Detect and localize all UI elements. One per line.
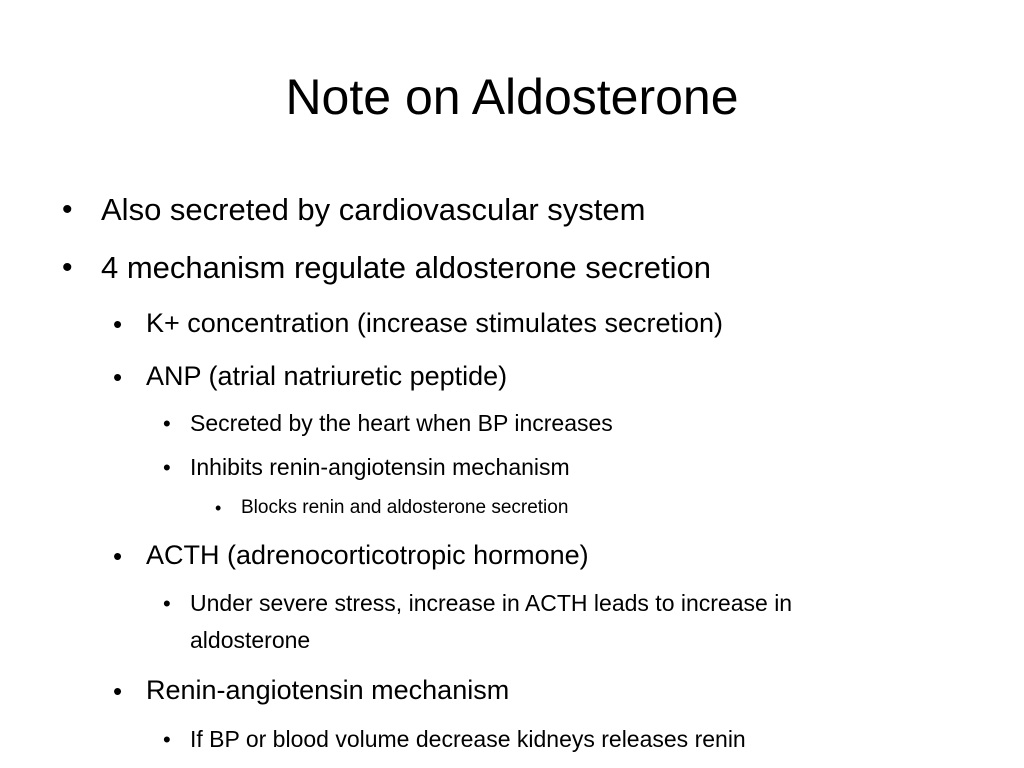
bullet-text-continuation: aldosterone xyxy=(190,627,311,653)
bullet-text: Secreted by the heart when BP increases xyxy=(190,410,613,436)
bullet-marker: • xyxy=(163,455,171,480)
slide-title: Note on Aldosterone xyxy=(285,69,739,125)
bullet-text: Renin-angiotensin mechanism xyxy=(146,675,510,705)
bullet-marker: • xyxy=(113,309,123,339)
bullet-text: Also secreted by cardiovascular system xyxy=(101,192,646,227)
bullet-marker: • xyxy=(163,411,171,436)
bullet-text: If BP or blood volume decrease kidneys releases renin xyxy=(190,726,746,752)
bullet-text: Inhibits renin-angiotensin mechanism xyxy=(190,454,570,480)
bullet-marker: • xyxy=(163,727,171,752)
bullet-marker: • xyxy=(62,193,73,226)
bullet-text: ACTH (adrenocorticotropic hormone) xyxy=(146,540,589,570)
bullet-marker: • xyxy=(113,676,123,706)
bullet-marker: • xyxy=(62,251,73,284)
bullet-marker: • xyxy=(215,498,222,518)
bullet-text: Blocks renin and aldosterone secretion xyxy=(241,497,569,518)
bullet-marker: • xyxy=(113,362,123,392)
bullet-text: 4 mechanism regulate aldosterone secretion xyxy=(101,250,712,285)
bullet-marker: • xyxy=(163,591,171,616)
bullet-text: Under severe stress, increase in ACTH leads to increase in xyxy=(190,590,793,616)
bullet-text: ANP (atrial natriuretic peptide) xyxy=(146,361,508,391)
bullet-text: K+ concentration (increase stimulates secretion) xyxy=(146,308,724,338)
bullet-marker: • xyxy=(113,541,123,571)
